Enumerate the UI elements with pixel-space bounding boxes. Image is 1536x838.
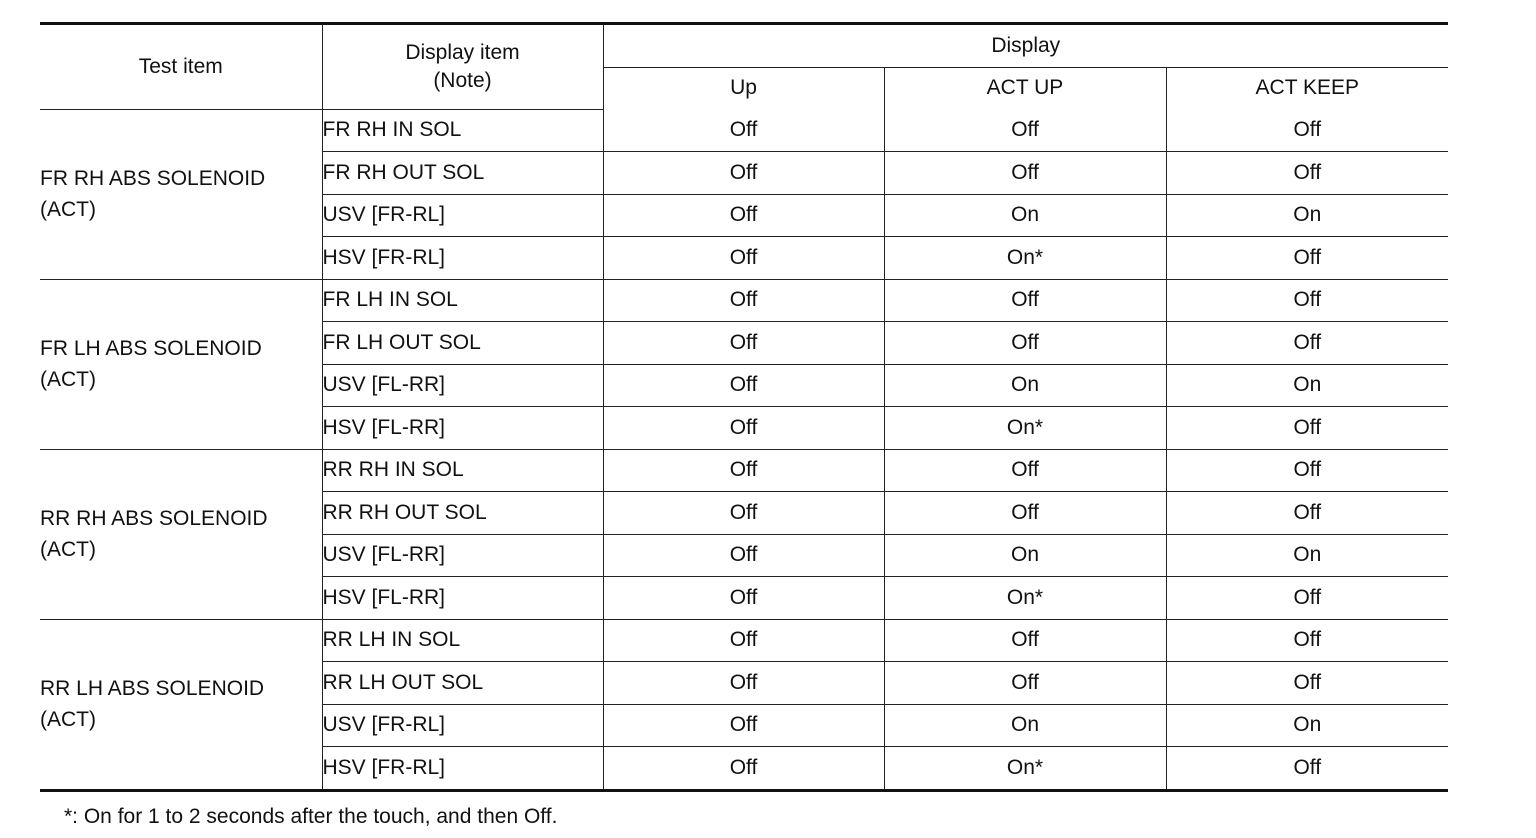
up-value-cell: Off [603, 279, 884, 322]
display-item-cell: RR LH OUT SOL [322, 662, 603, 705]
act-keep-value-cell: Off [1166, 662, 1448, 705]
display-item-cell: RR RH OUT SOL [322, 492, 603, 535]
act-up-value-cell: Off [884, 279, 1166, 322]
up-value-cell: Off [603, 194, 884, 237]
up-value-cell: Off [603, 577, 884, 620]
test-item-suffix: (ACT) [40, 538, 96, 561]
display-item-cell: FR LH IN SOL [322, 279, 603, 322]
act-up-value-cell: On [884, 704, 1166, 747]
up-value-cell: Off [603, 747, 884, 791]
display-item-cell: HSV [FL-RR] [322, 407, 603, 450]
display-item-header-line2: (Note) [433, 68, 492, 92]
table-row [40, 279, 1448, 322]
act-up-value-cell: On* [884, 747, 1166, 791]
test-item-cell [40, 279, 322, 449]
test-item-cell [40, 619, 322, 790]
test-item-header [40, 24, 322, 110]
act-up-value-cell: Off [884, 322, 1166, 365]
test-item-name: FR RH ABS SOLENOID [40, 167, 266, 190]
act-up-value-cell: Off [884, 662, 1166, 705]
display-item-cell: HSV [FL-RR] [322, 577, 603, 620]
act-up-value-cell: Off [884, 492, 1166, 535]
test-item-suffix: (ACT) [40, 198, 96, 221]
up-value-cell: Off [603, 364, 884, 407]
act-keep-value-cell: Off [1166, 109, 1448, 152]
act-keep-value-cell: On [1166, 364, 1448, 407]
column-header-act-up: ACT UP [884, 67, 1166, 109]
act-keep-value-cell: Off [1166, 407, 1448, 450]
act-up-value-cell: On [884, 364, 1166, 407]
display-item-cell: FR RH IN SOL [322, 109, 603, 152]
up-value-cell: Off [603, 407, 884, 450]
display-item-cell: RR RH IN SOL [322, 449, 603, 492]
display-item-cell: FR RH OUT SOL [322, 152, 603, 195]
act-up-value-cell: Off [884, 619, 1166, 662]
up-value-cell: Off [603, 109, 884, 152]
act-keep-value-cell: Off [1166, 747, 1448, 791]
act-keep-value-cell: On [1166, 704, 1448, 747]
up-value-cell: Off [603, 492, 884, 535]
act-keep-value-cell: Off [1166, 152, 1448, 195]
act-up-value-cell: On* [884, 577, 1166, 620]
act-keep-value-cell: Off [1166, 619, 1448, 662]
display-item-cell: USV [FL-RR] [322, 364, 603, 407]
test-item-suffix: (ACT) [40, 368, 96, 391]
footnote: *: On for 1 to 2 seconds after the touch, and then Off. [64, 805, 558, 828]
test-item-cell [40, 109, 322, 279]
test-item-header-label: Test item [138, 54, 223, 78]
act-keep-value-cell: Off [1166, 279, 1448, 322]
act-up-value-cell: Off [884, 449, 1166, 492]
display-item-header [322, 24, 603, 110]
display-item-cell: HSV [FR-RL] [322, 237, 603, 280]
act-up-value-cell: Off [884, 109, 1166, 152]
up-value-cell: Off [603, 662, 884, 705]
display-item-cell: FR LH OUT SOL [322, 322, 603, 365]
act-up-value-cell: On* [884, 237, 1166, 280]
act-keep-value-cell: On [1166, 194, 1448, 237]
display-item-cell: USV [FR-RL] [322, 194, 603, 237]
act-keep-value-cell: Off [1166, 492, 1448, 535]
act-keep-value-cell: On [1166, 534, 1448, 577]
column-header-up: Up [603, 67, 884, 109]
act-up-value-cell: Off [884, 152, 1166, 195]
act-keep-value-cell: Off [1166, 322, 1448, 365]
test-item-name: RR LH ABS SOLENOID [40, 677, 265, 700]
act-keep-value-cell: Off [1166, 577, 1448, 620]
act-up-value-cell: On* [884, 407, 1166, 450]
up-value-cell: Off [603, 619, 884, 662]
test-item-cell [40, 449, 322, 619]
display-header: Display [603, 24, 1448, 68]
test-item-suffix: (ACT) [40, 708, 96, 731]
test-item-name: FR LH ABS SOLENOID [40, 337, 262, 360]
act-keep-value-cell: Off [1166, 449, 1448, 492]
table-row [40, 109, 1448, 152]
act-up-value-cell: On [884, 194, 1166, 237]
act-keep-value-cell: Off [1166, 237, 1448, 280]
up-value-cell: Off [603, 237, 884, 280]
up-value-cell: Off [603, 322, 884, 365]
display-item-cell: HSV [FR-RL] [322, 747, 603, 791]
up-value-cell: Off [603, 704, 884, 747]
display-item-cell: USV [FL-RR] [322, 534, 603, 577]
table-row [40, 619, 1448, 662]
up-value-cell: Off [603, 534, 884, 577]
up-value-cell: Off [603, 449, 884, 492]
column-header-act-keep: ACT KEEP [1166, 67, 1448, 109]
table-body [40, 109, 1448, 790]
up-value-cell: Off [603, 152, 884, 195]
act-up-value-cell: On [884, 534, 1166, 577]
test-item-name: RR RH ABS SOLENOID [40, 507, 268, 530]
display-item-header-line1: Display item [405, 40, 520, 64]
table-row [40, 449, 1448, 492]
solenoid-test-table [40, 22, 1448, 792]
display-item-cell: USV [FR-RL] [322, 704, 603, 747]
header-row-1 [40, 24, 1448, 68]
display-item-cell: RR LH IN SOL [322, 619, 603, 662]
